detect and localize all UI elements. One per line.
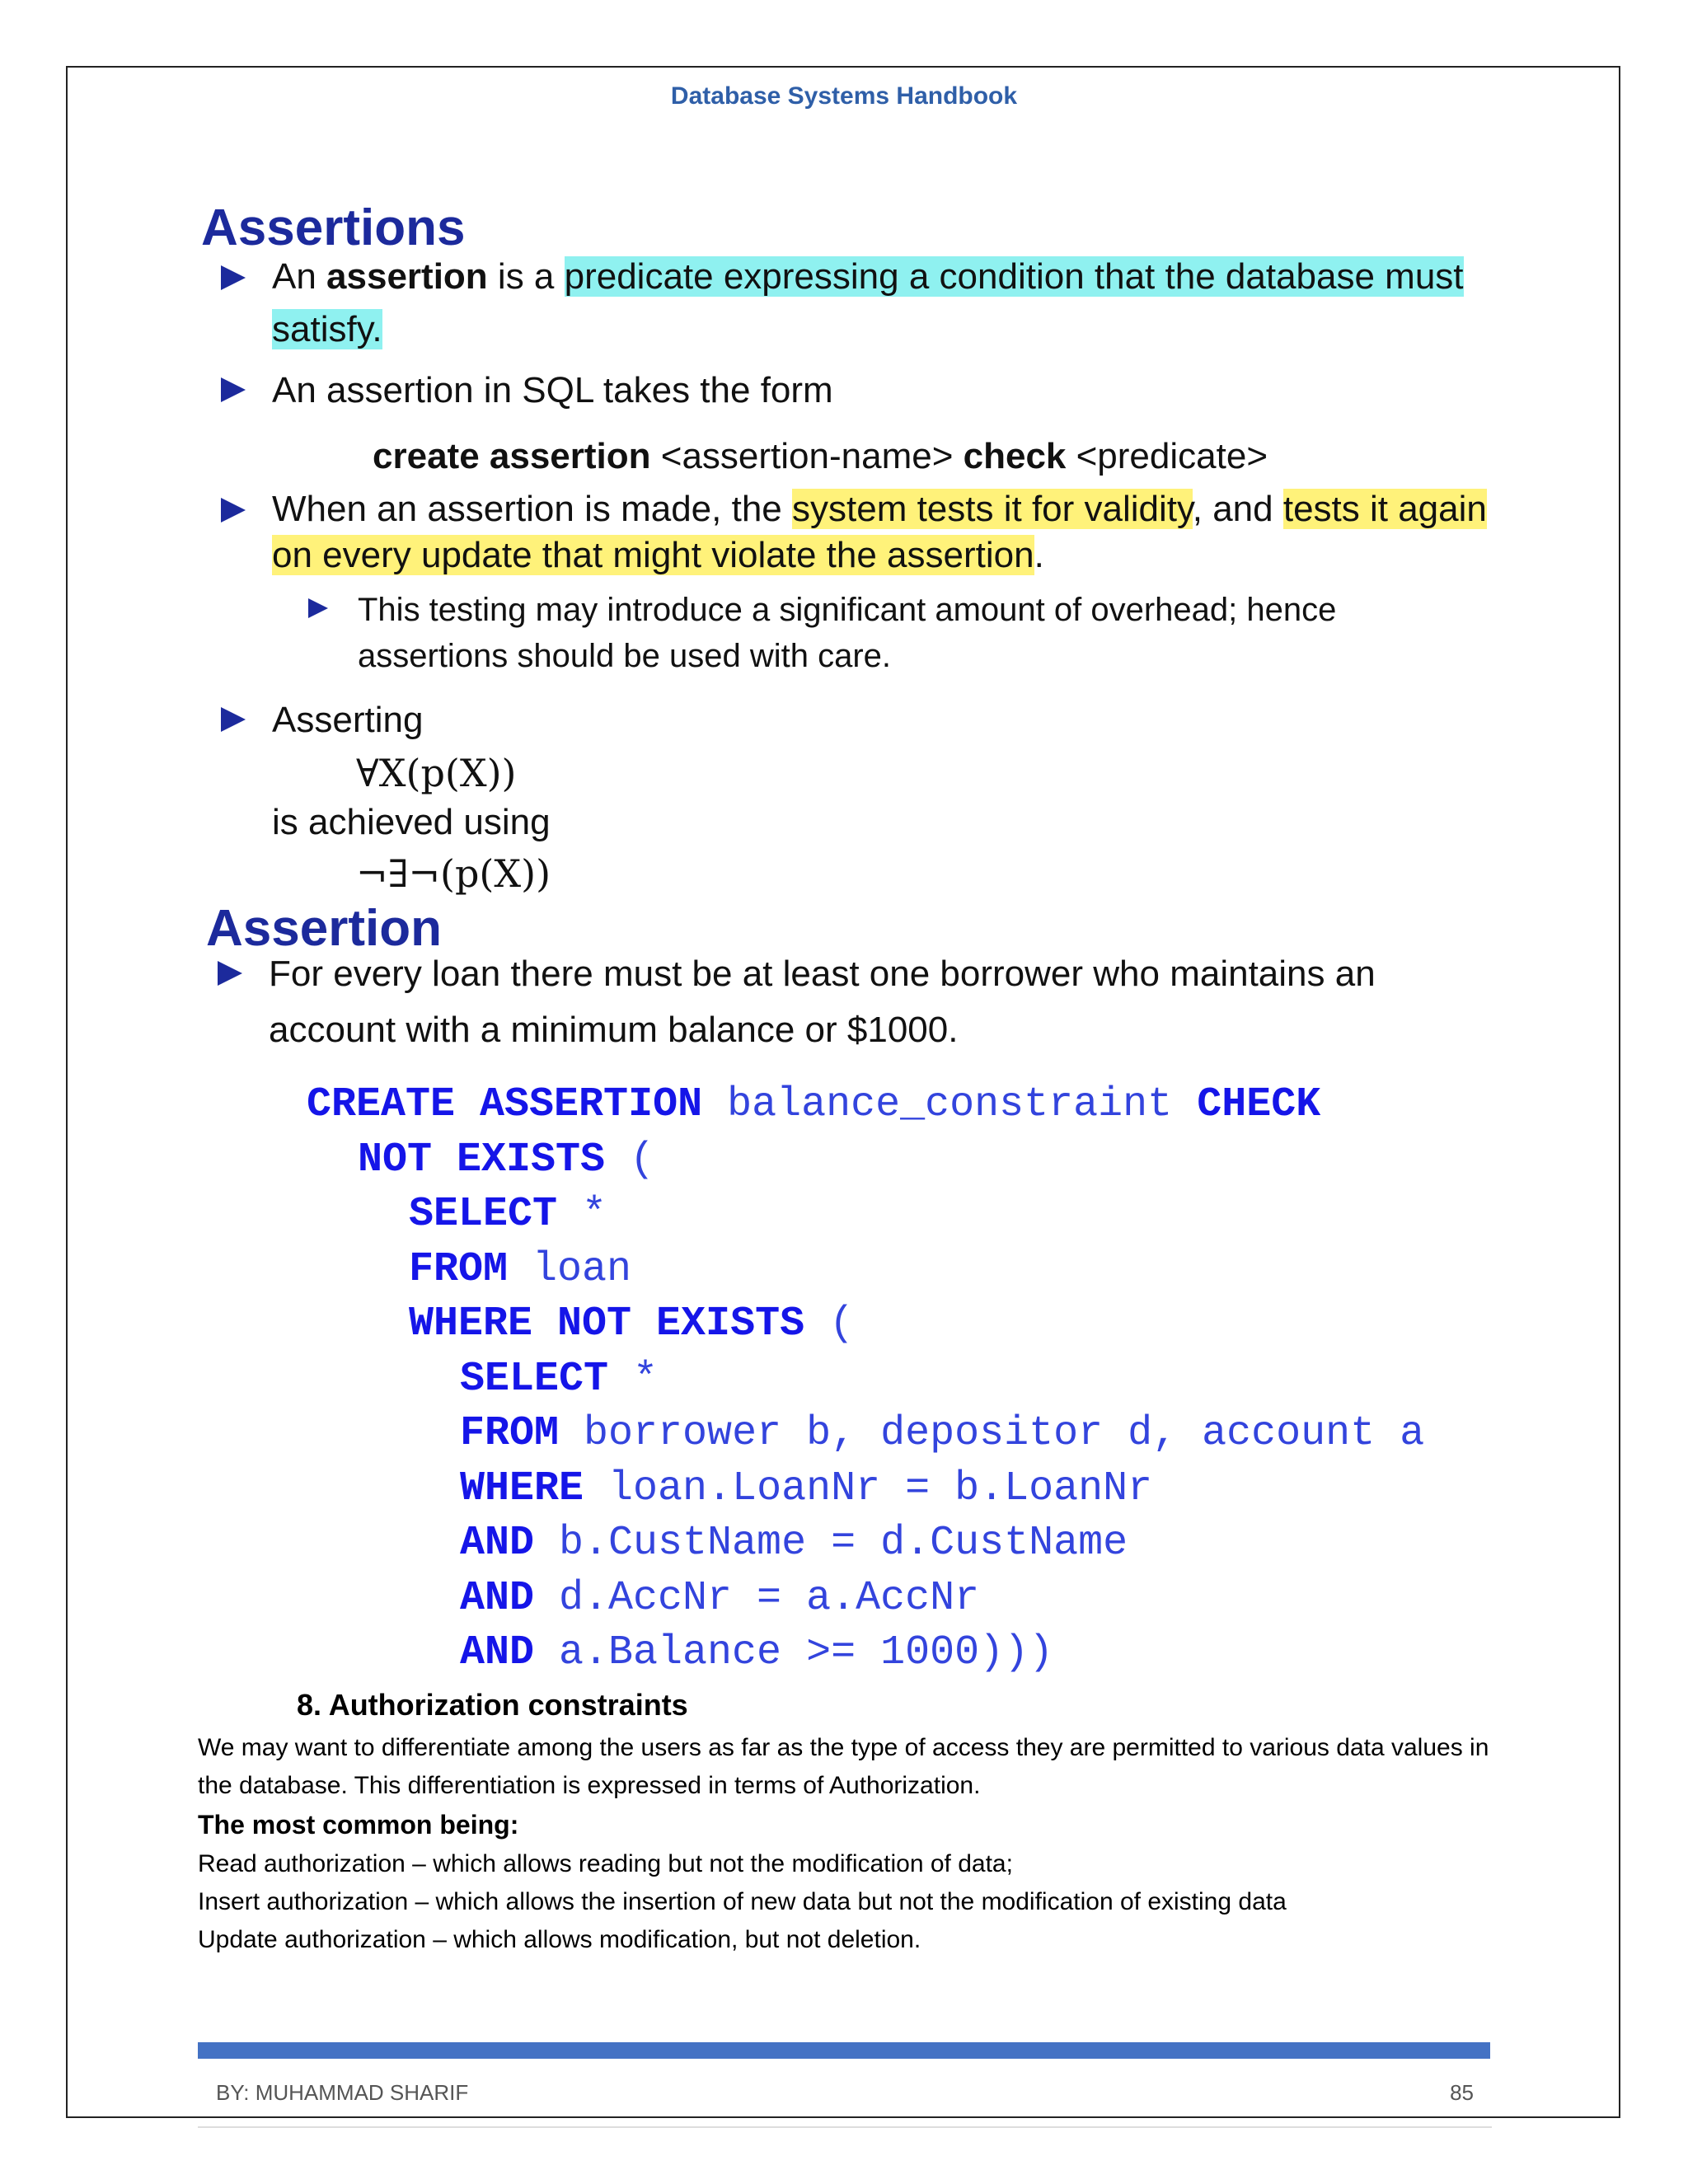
bullet-asserting: Asserting bbox=[272, 700, 424, 740]
code-line bbox=[307, 1572, 1424, 1627]
insert-authorization: Insert authorization – which allows the insertion of new data but not the modification of existing data bbox=[198, 1888, 1287, 1915]
sql-keyword: FROM bbox=[409, 1245, 509, 1293]
sql-keyword: CHECK bbox=[1197, 1081, 1321, 1128]
sql-keyword: NOT EXISTS bbox=[358, 1136, 606, 1183]
sql-keyword: SELECT bbox=[409, 1191, 558, 1238]
code-line bbox=[307, 1133, 1424, 1188]
bullet-arrow-icon bbox=[221, 377, 246, 402]
sql-text: * bbox=[557, 1191, 607, 1238]
sql-text: loan.LoanNr = b.LoanNr bbox=[584, 1465, 1153, 1512]
sql-keyword: FROM bbox=[460, 1410, 560, 1457]
sql-text: balance_constraint bbox=[702, 1081, 1198, 1128]
bullet-arrow-icon bbox=[221, 265, 246, 290]
sql-text: * bbox=[608, 1355, 659, 1403]
code-line bbox=[307, 1297, 1424, 1352]
footer-bar bbox=[198, 2042, 1490, 2059]
text-run: . bbox=[1034, 535, 1044, 575]
text-run: is a bbox=[487, 256, 565, 297]
section-heading: 8. Authorization constraints bbox=[297, 1688, 688, 1722]
text-run: An bbox=[272, 256, 327, 297]
code-line bbox=[307, 1352, 1424, 1408]
highlighted-text: system tests it for validity bbox=[792, 489, 1193, 529]
page-number: 85 bbox=[1450, 2080, 1474, 2105]
math-not-exists: ¬∃¬(p(X)) bbox=[356, 851, 551, 896]
highlighted-text: tests it again on every update that might violate the assertion bbox=[272, 489, 1487, 575]
section-paragraph: We may want to differentiate among the users as far as the type of access they are permitted to various data values in the database. This differentiation is expressed in terms of Authorization. bbox=[198, 1734, 1489, 1799]
update-authorization: Update authorization – which allows modification, but not deletion. bbox=[198, 1926, 921, 1953]
sub-bullet-overhead: This testing may introduce a significant amount of overhead; hence assertions should be used with care. bbox=[358, 592, 1337, 674]
code-line bbox=[307, 1188, 1424, 1243]
sql-text: a.Balance >= 1000))) bbox=[534, 1629, 1054, 1676]
code-line bbox=[307, 1243, 1424, 1298]
syntax-arg: <assertion-name> bbox=[650, 436, 964, 476]
highlighted-text: predicate expressing a condition that the database must satisfy. bbox=[272, 256, 1464, 349]
code-line bbox=[307, 1078, 1424, 1133]
sql-keyword: AND bbox=[460, 1520, 535, 1567]
bullet-assertion-definition bbox=[272, 251, 1492, 356]
text-run: , and bbox=[1192, 489, 1283, 529]
sql-keyword: AND bbox=[460, 1574, 535, 1622]
sql-keyword: SELECT bbox=[460, 1355, 609, 1403]
footer-divider bbox=[198, 2126, 1492, 2128]
sql-text: borrower b, depositor d, account a bbox=[559, 1410, 1425, 1457]
bullet-arrow-icon bbox=[221, 707, 246, 732]
syntax-arg: <predicate> bbox=[1066, 436, 1268, 476]
text-achieved-using: is achieved using bbox=[272, 802, 551, 842]
bullet-sql-form: An assertion in SQL takes the form bbox=[272, 370, 833, 410]
read-authorization: Read authorization – which allows reading but not the modification of data; bbox=[198, 1850, 1013, 1877]
bullet-arrow-icon bbox=[218, 961, 242, 986]
sql-text: loan bbox=[508, 1245, 632, 1293]
code-line bbox=[307, 1516, 1424, 1572]
bullet-loan-rule: For every loan there must be at least one borrower who maintains an account with a minimum balance or $1000. bbox=[269, 954, 1376, 1050]
footer-author: BY: MUHAMMAD SHARIF bbox=[216, 2080, 469, 2105]
sql-keyword: WHERE NOT EXISTS bbox=[409, 1301, 805, 1347]
slide-title-assertions: Assertions bbox=[201, 199, 466, 256]
sql-keyword: CREATE ASSERTION bbox=[307, 1081, 703, 1128]
syntax-keyword: create assertion bbox=[373, 436, 651, 476]
code-line bbox=[307, 1462, 1424, 1517]
slide-title-assertion: Assertion bbox=[206, 900, 442, 957]
sub-bullet-arrow-icon bbox=[308, 598, 328, 618]
common-heading: The most common being: bbox=[198, 1810, 519, 1840]
sql-text: d.AccNr = a.AccNr bbox=[534, 1574, 980, 1622]
running-header: Database Systems Handbook bbox=[670, 82, 1018, 110]
code-line bbox=[307, 1626, 1424, 1681]
sql-text: ( bbox=[605, 1136, 655, 1183]
math-forall: ∀X(p(X)) bbox=[356, 751, 517, 795]
text-run: When an assertion is made, the bbox=[272, 489, 792, 529]
sql-text: b.CustName = d.CustName bbox=[534, 1520, 1128, 1567]
bullet-assertion-testing bbox=[272, 486, 1492, 579]
syntax-keyword: check bbox=[963, 436, 1067, 476]
sql-code-block bbox=[307, 1078, 1424, 1681]
bullet-arrow-icon bbox=[221, 498, 246, 523]
bold-term: assertion bbox=[326, 256, 488, 297]
assertion-syntax bbox=[373, 430, 1268, 483]
code-line bbox=[307, 1407, 1424, 1462]
sql-keyword: WHERE bbox=[460, 1465, 584, 1512]
sql-text: ( bbox=[804, 1301, 855, 1347]
sql-keyword: AND bbox=[460, 1629, 535, 1676]
